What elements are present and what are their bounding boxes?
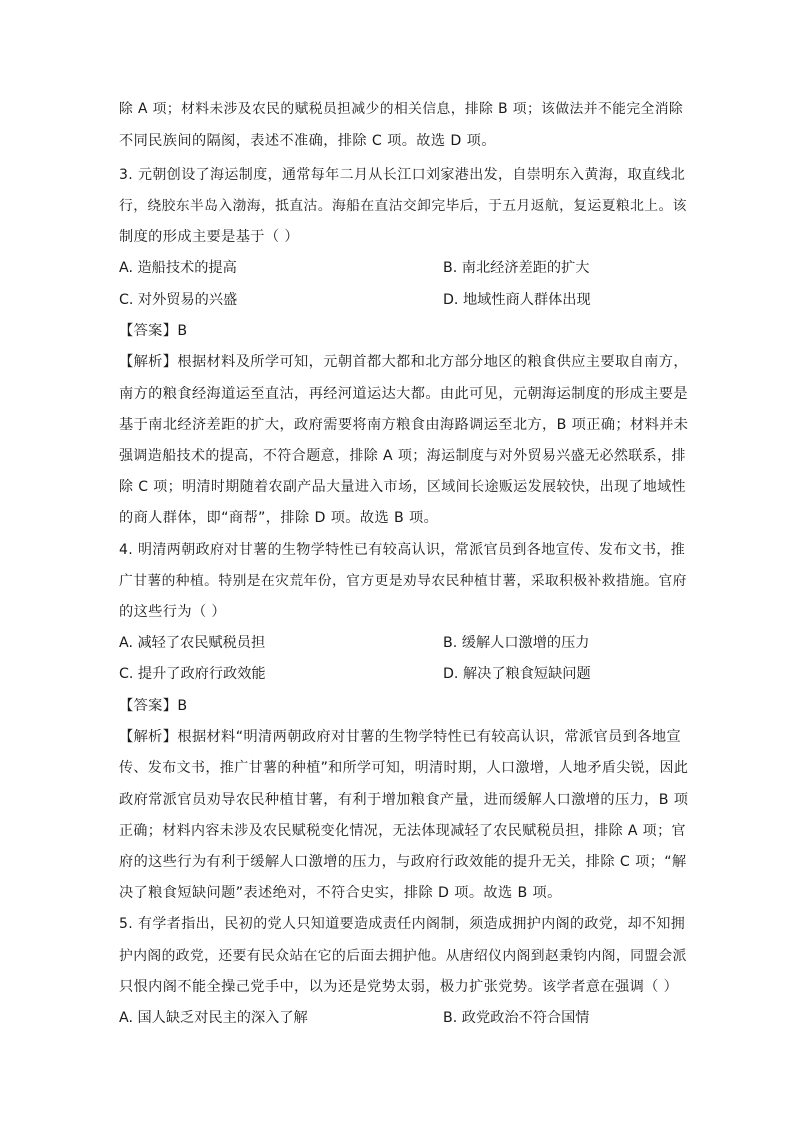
- question-4-explanation: 正确；材料内容未涉及农民赋税变化情况，无法体现减轻了农民赋税员担，排除 A 项；官: [119, 823, 686, 839]
- question-4-option-c: C. 提升了政府行政效能: [119, 666, 266, 682]
- question-4-option-b: B. 缓解人口激增的压力: [443, 635, 590, 651]
- question-4-explanation: 传、发布文书，推广甘薯的种植”和所学可知，明清时期，人口激增，人地矛盾尖锐，因此: [119, 760, 689, 776]
- question-3-explanation: 的商人群体，即“商帮”，排除 D 项。故选 B 项。: [119, 510, 439, 526]
- question-3-option-c: C. 对外贸易的兴盛: [119, 292, 238, 308]
- question-3-option-a: A. 造船技术的提高: [119, 260, 237, 276]
- question-3-option-b: B. 南北经济差距的扩大: [443, 260, 590, 276]
- question-3-stem: 3. 元朝创设了海运制度，通常每年二月从长江口刘家港出发，自崇明东入黄海，取直线北: [119, 167, 686, 183]
- question-3-explanation: 基于南北经济差距的扩大，政府需要将南方粮食由海路调运至北方，B 项正确；材料并未: [119, 417, 689, 433]
- question-5-option-b: B. 政党政治不符合国情: [443, 1010, 590, 1026]
- text-line: 除 A 项；材料未涉及农民的赋税员担减少的相关信息，排除 B 项；该做法并不能完全消除: [119, 101, 684, 117]
- question-3-explanation: 【解析】根据材料及所学可知，元朝首都大都和北方部分地区的粮食供应主要取自南方，: [119, 354, 688, 370]
- question-3-explanation: 南方的粮食经海道运至直沽，再经河道运达大都。由此可见，元朝海运制度的形成主要是: [119, 386, 688, 402]
- question-3-explanation: 强调造船技术的提高，不符合题意，排除 A 项；海运制度与对外贸易兴盛无必然联系，排: [119, 448, 686, 464]
- question-4-option-a: A. 减轻了农民赋税员担: [119, 635, 266, 651]
- question-3-explanation: 除 C 项；明清时期随着农副产品大量进入市场，区域间长途贩运发展较快，出现了地域性: [119, 479, 687, 495]
- question-3-option-d: D. 地域性商人群体出现: [443, 292, 591, 308]
- question-4-answer: 【答案】B: [119, 698, 188, 714]
- question-4-explanation: 【解析】根据材料“明清两朝政府对甘薯的生物学特性已有较高认识，常派官员到各地宣: [119, 729, 682, 745]
- question-5-stem: 5. 有学者指出，民初的党人只知道要造成责任内阁制，须造成拥护内阁的政党，却不知拥: [119, 916, 686, 932]
- question-4-explanation: 决了粮食短缺问题”表述绝对，不符合史实，排除 D 项。故选 B 项。: [119, 885, 562, 901]
- question-4-explanation: 府的这些行为有利于缓解人口激增的压力，与政府行政效能的提升无关，排除 C 项；“解: [119, 854, 687, 870]
- question-3-stem: 制度的形成主要是基于（ ）: [119, 229, 299, 245]
- question-5-option-a: A. 国人缺乏对民主的深入了解: [119, 1010, 308, 1026]
- question-3-answer: 【答案】B: [119, 323, 188, 339]
- text-line: 不同民族间的隔阂，表述不准确，排除 C 项。故选 D 项。: [119, 133, 496, 149]
- question-4-stem: 的这些行为（ ）: [119, 604, 227, 620]
- question-5-stem: 护内阁的政党，还要有民众站在它的后面去拥护他。从唐绍仪内阁到赵秉钧内阁，同盟会派: [119, 948, 687, 964]
- question-3-stem: 行，绕胶东半岛入渤海，抵直沽。海船在直沽交卸完毕后，于五月返航，复运夏粮北上。该: [119, 198, 687, 214]
- question-4-stem: 广甘薯的种植。特别是在灾荒年份，官方更是劝导农民种植甘薯，采取积极补救措施。官府: [119, 573, 687, 589]
- question-4-explanation: 政府常派官员劝导农民种植甘薯，有利于增加粮食产量，进而缓解人口激增的压力，B 项: [119, 792, 689, 808]
- question-4-option-d: D. 解决了粮食短缺问题: [443, 666, 591, 682]
- question-5-stem: 只恨内阁不能全操己党手中，以为还是党势太弱，极力扩张党势。该学者意在强调（ ）: [119, 979, 679, 995]
- question-4-stem: 4. 明清两朝政府对甘薯的生物学特性已有较高认识，常派官员到各地宣传、发布文书，推: [119, 542, 686, 558]
